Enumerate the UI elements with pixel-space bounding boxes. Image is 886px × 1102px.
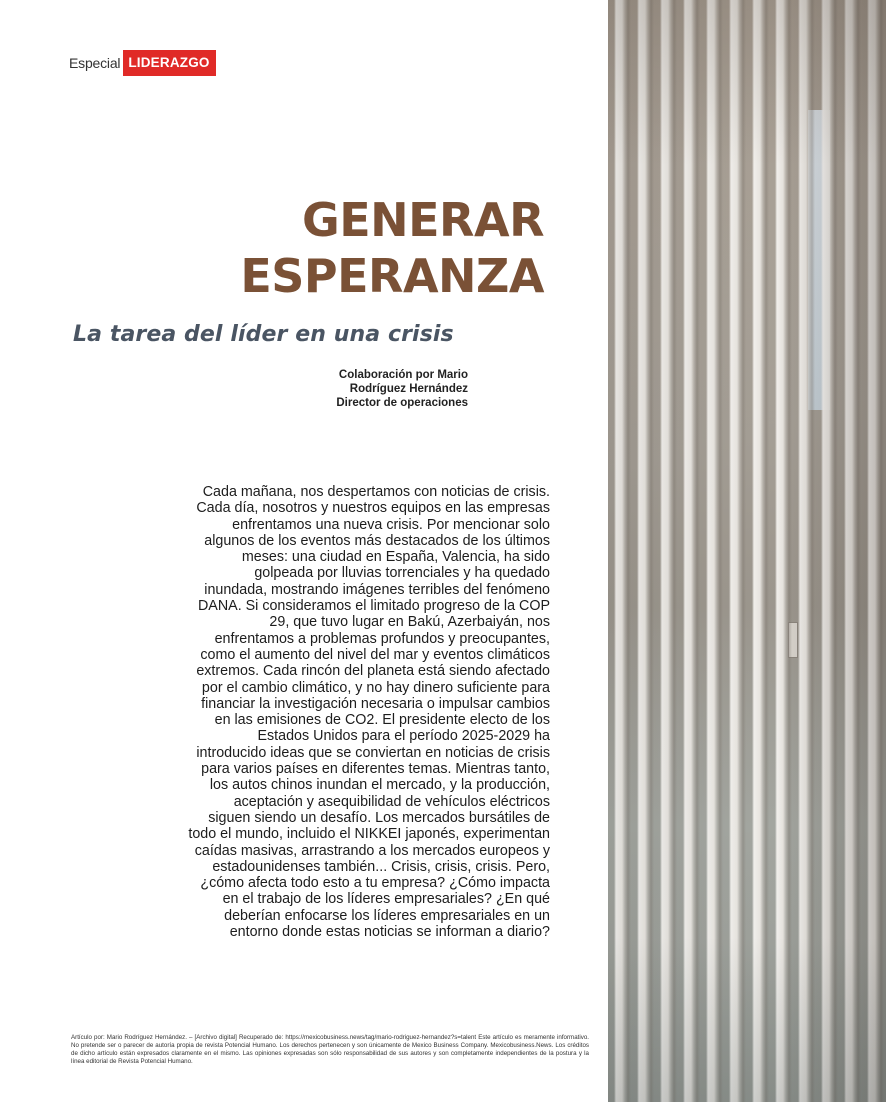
header-photo	[608, 0, 886, 1102]
source-footnote: Artículo por: Mario Rodríguez Hernández. – [Archivo digital] Recuperado de: https://mexicobusiness.news/tag/mario-rodriguez-hernandez?s=talent Este artículo es meramente informativo. No pretende ser o parecer de autoría propia de revista Potencial Humano. Los derechos pertenecen y son únicamente de Mexico Business Company. Mexicobusiness.News. Los créditos de dicho artículo están expresados claramente en el mismo. Las opiniones expresadas son sólo responsabilidad de sus autores y son completamente independientes de la postura y la línea editorial de Revista Potencial Humano.	[71, 1034, 589, 1065]
article-byline	[336, 368, 468, 410]
article-title	[240, 192, 544, 304]
byline-line-3: Director de operaciones	[336, 397, 468, 409]
byline-line-2: Rodríguez Hernández	[349, 383, 468, 395]
article-title-line-2: ESPERANZA	[240, 249, 544, 303]
article-subtitle: La tarea del líder en una crisis	[73, 322, 454, 347]
section-tag	[69, 50, 216, 76]
article-body: Cada mañana, nos despertamos con noticias de crisis. Cada día, nosotros y nuestros equipos en las empresas enfrentamos una nueva crisis. Por mencionar solo algunos de los eventos más destacados de los últimos meses: una ciudad en España, Valencia, ha sido golpeada por lluvias torrenciales y ha quedado inundada, mostrando imágenes terribles del fenómeno DANA. Si consideramos el limitado progreso de la COP 29, que tuvo lugar en Bakú, Azerbaiyán, nos enfrentamos a problemas profundos y preocupantes, como el aumento del nivel del mar y eventos climáticos extremos. Cada rincón del planeta está siendo afectado por el cambio climático, y no hay dinero suficiente para financiar la investigación necesaria o impulsar cambios en las emisiones de CO2. El presidente electo de los Estados Unidos para el período 2025-2029 ha introducido ideas que se conviertan en noticias de crisis para varios países en diferentes temas. Mientras tanto, los autos chinos inundan el mercado, y la producción, aceptación y asequibilidad de vehículos eléctricos siguen siendo un desafío. Los mercados bursátiles de todo el mundo, incluido el NIKKEI japonés, experimentan caídas masivas, arrastrando a los mercados europeos y estadounidenses también... Crisis, crisis, crisis. Pero, ¿cómo afecta todo esto a tu empresa? ¿Cómo impacta en el trabajo de los líderes empresariales? ¿En qué deberían enfocarse los líderes empresariales en un entorno donde estas noticias se informan a diario?	[188, 484, 550, 941]
byline-line-1: Colaboración por Mario	[338, 369, 468, 381]
photo-shading	[608, 0, 886, 1102]
section-kicker: Especial	[69, 55, 121, 71]
section-label: LIDERAZGO	[123, 50, 215, 76]
article-title-line-1: GENERAR	[301, 193, 544, 247]
